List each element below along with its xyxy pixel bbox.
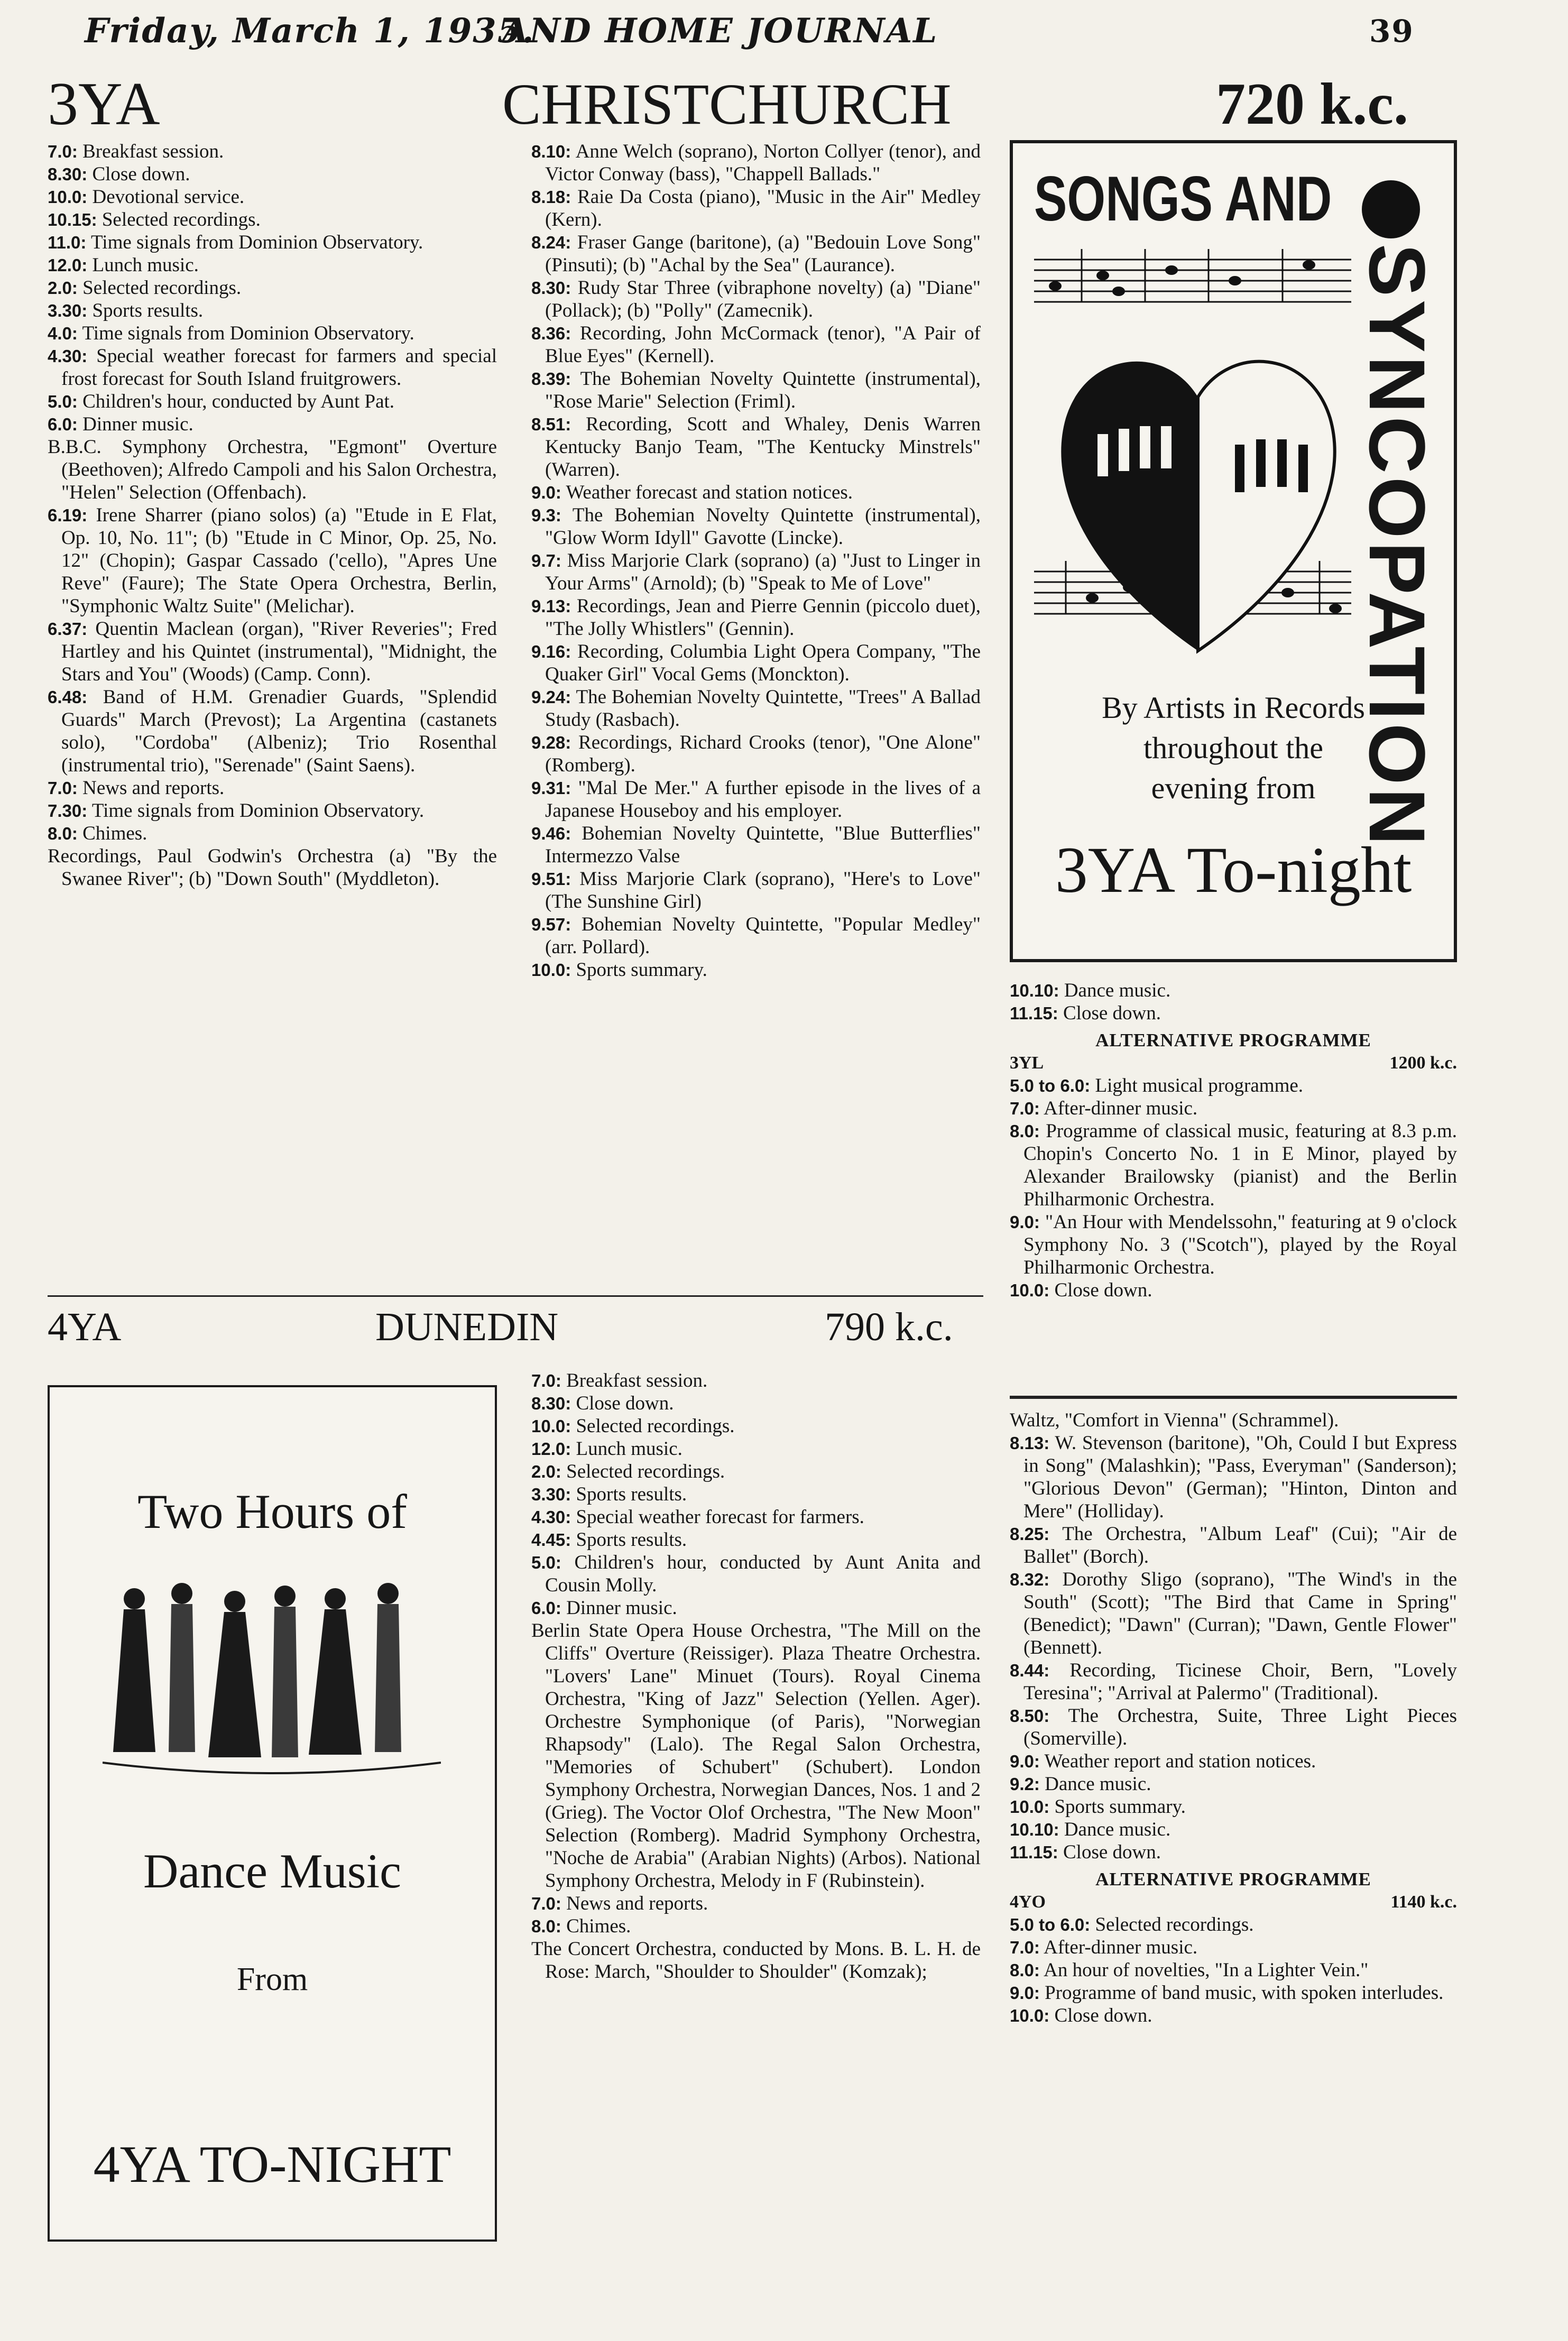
programme-entry xyxy=(48,322,497,345)
entry-time: 9.24: xyxy=(531,687,571,707)
3ya-schedule-column-1 xyxy=(48,140,497,890)
programme-entry xyxy=(1010,1568,1457,1659)
entry-time: 10.0: xyxy=(531,1416,571,1436)
entry-description: W. Stevenson (baritone), "Oh, Could I but Express in Song" (Malashkin); "Pass, Everyman" (Sanderson); "Glorious Devon" (German); "Hinton, Dinton and Mere" (Holliday). xyxy=(1023,1432,1457,1522)
programme-entry xyxy=(1010,1523,1457,1568)
entry-description: Selected recordings. xyxy=(82,277,242,299)
entry-description: The Orchestra, Suite, Three Light Pieces (Somerville). xyxy=(1023,1705,1457,1749)
entry-description: Recording, Scott and Whaley, Denis Warren Kentucky Banjo Team, "The Kentucky Minstrels" (Warren). xyxy=(545,413,981,481)
entry-time: 8.32: xyxy=(1010,1570,1050,1589)
programme-entry xyxy=(48,413,497,436)
entry-description: After-dinner music. xyxy=(1044,1098,1198,1119)
entry-description: Sports results. xyxy=(92,300,204,321)
entry-description: Time signals from Dominion Observatory. xyxy=(91,232,423,253)
entry-time: 3.30: xyxy=(531,1485,571,1504)
entry-time: 10.0: xyxy=(1010,2006,1050,2025)
programme-entry xyxy=(48,163,497,186)
programme-entry xyxy=(531,140,981,186)
programme-entry xyxy=(531,640,981,686)
entry-description: The Bohemian Novelty Quintette, "Trees" A Ballad Study (Rasbach). xyxy=(545,686,981,731)
programme-entry xyxy=(1010,1097,1457,1120)
programme-entry xyxy=(48,504,497,617)
entry-description: Irene Sharrer (piano solos) (a) "Etude in E Flat, Op. 10, No. 11"; (b) "Etude in C Minor, Op. 25, No. 12" (Chopin); Gaspar Cassado ('cello), "Apres Une Reve" (Faure); The State Opera Orchestra, Berlin, "Symphonic Waltz Suite" (Melichar). xyxy=(61,504,497,617)
programme-entry xyxy=(1010,1211,1457,1279)
entry-description: Band of H.M. Grenadier Guards, "Splendid Guards" March (Prevost); La Argentina (castanets solo), "Cordoba" (Albeniz); Trio Rosenthal (instrumental trio), "Serenade" (Saint Saens). xyxy=(61,686,497,776)
ad-line-1: Two Hours of xyxy=(137,1485,407,1538)
programme-entry xyxy=(1010,1409,1457,1432)
3ya-schedule-column-2 xyxy=(531,140,981,981)
entry-description: "Mal De Mer." A further episode in the lives of a Japanese Houseboy and his employer. xyxy=(545,777,981,822)
4ya-schedule-column-2 xyxy=(531,1369,981,1983)
piano-heart-illustration xyxy=(1034,244,1362,672)
entry-description: Special weather forecast for farmers and special frost forecast for South Island fruitgrowers. xyxy=(61,345,497,390)
entry-description: Children's hour, conducted by Aunt Pat. xyxy=(82,391,395,412)
entry-time: 11.15: xyxy=(1010,1003,1058,1023)
entry-time: 8.18: xyxy=(531,187,571,207)
entry-description: The Bohemian Novelty Quintette (instrumental), "Rose Marie" Selection (Friml). xyxy=(545,368,981,412)
entry-description: Time signals from Dominion Observatory. xyxy=(82,322,414,344)
alt-station-frequency: 1200 k.c. xyxy=(1389,1053,1457,1073)
entry-time: 5.0: xyxy=(531,1553,561,1572)
ad-line-3: From xyxy=(236,1961,308,1997)
entry-description: Close down. xyxy=(1054,1279,1152,1301)
ad-line-2: throughout the xyxy=(1143,731,1323,765)
section-divider xyxy=(48,1295,983,1297)
ad-tagline: 4YA TO-NIGHT xyxy=(93,2135,451,2193)
entry-time: 9.57: xyxy=(531,915,571,934)
programme-entry xyxy=(531,913,981,958)
programme-entry xyxy=(531,1415,981,1437)
entry-description: Dinner music. xyxy=(566,1597,677,1619)
programme-entry xyxy=(531,1528,981,1551)
entry-description: An hour of novelties, "In a Lighter Vein." xyxy=(1044,1959,1369,1981)
programme-entry xyxy=(48,208,497,231)
bullet-dot-icon xyxy=(1362,180,1420,238)
entry-time: 8.30: xyxy=(531,278,571,298)
programme-entry xyxy=(531,822,981,868)
alternative-programme-heading: ALTERNATIVE PROGRAMME xyxy=(1095,1869,1371,1890)
ad-line-1: By Artists in Records xyxy=(1102,690,1365,725)
entry-description: Special weather forecast for farmers. xyxy=(576,1506,864,1528)
entry-time: 9.2: xyxy=(1010,1774,1040,1794)
programme-entry xyxy=(531,1483,981,1506)
alternative-station-line xyxy=(1010,1891,1457,1913)
programme-entry xyxy=(1010,1704,1457,1750)
entry-time: 9.0: xyxy=(531,483,561,502)
entry-description: Programme of band music, with spoken interludes. xyxy=(1045,1982,1444,2004)
programme-entry xyxy=(1010,1795,1457,1818)
entry-description: Close down. xyxy=(576,1393,674,1414)
entry-description: Dance music. xyxy=(1064,1819,1171,1840)
programme-entry xyxy=(1010,1002,1457,1025)
station-3ya-header xyxy=(48,71,1454,140)
programme-entry xyxy=(1010,1750,1457,1773)
programme-entry xyxy=(531,777,981,822)
entry-time: 10.0: xyxy=(1010,1280,1050,1300)
programme-entry xyxy=(1010,1818,1457,1841)
programme-entry xyxy=(48,231,497,254)
entry-time: 9.0: xyxy=(1010,1212,1040,1232)
entry-time: 9.0: xyxy=(1010,1752,1040,1771)
programme-entry xyxy=(531,1392,981,1415)
entry-time: 6.19: xyxy=(48,505,88,525)
station-city: DUNEDIN xyxy=(375,1305,559,1349)
entry-description: After-dinner music. xyxy=(1044,1937,1198,1958)
programme-entry xyxy=(531,413,981,481)
entry-time: 10.10: xyxy=(1010,981,1059,1000)
entry-description: Selected recordings. xyxy=(102,209,261,231)
entry-description: "An Hour with Mendelssohn," featuring at 9 o'clock Symphony No. 3 ("Scotch"), played by the Royal Philharmonic Orchestra. xyxy=(1023,1211,1457,1278)
programme-entry xyxy=(531,958,981,981)
programme-entry xyxy=(531,1506,981,1528)
entry-description: Weather report and station notices. xyxy=(1044,1750,1316,1772)
page-number: 39 xyxy=(1369,13,1414,49)
programme-entry xyxy=(1010,1432,1457,1523)
entry-time: 7.0: xyxy=(48,142,78,161)
programme-entry xyxy=(531,322,981,367)
entry-description: Breakfast session. xyxy=(566,1370,708,1391)
dancing-couples-illustration xyxy=(103,1578,441,1778)
ad-line-3: evening from xyxy=(1151,771,1316,805)
entry-description: Recording, Columbia Light Opera Company, "The Quaker Girl" Vocal Gems (Monckton). xyxy=(545,641,981,685)
entry-description: Recordings, Richard Crooks (tenor), "One Alone" (Romberg). xyxy=(545,732,981,776)
entry-time: 7.0: xyxy=(48,778,78,798)
entry-time: 2.0: xyxy=(48,278,78,298)
programme-entry xyxy=(531,504,981,549)
programme-entry xyxy=(48,686,497,777)
programme-entry xyxy=(531,186,981,231)
programme-entry xyxy=(531,1551,981,1597)
entry-time: 4.30: xyxy=(531,1507,571,1527)
programme-entry xyxy=(1010,1773,1457,1795)
programme-entry xyxy=(48,822,497,845)
programme-entry xyxy=(531,1938,981,1983)
alternative-programme-heading: ALTERNATIVE PROGRAMME xyxy=(1095,1030,1371,1050)
programme-entry xyxy=(1010,1981,1457,2004)
3ya-schedule-column-3 xyxy=(1010,979,1457,1302)
programme-entry xyxy=(1010,1936,1457,1959)
programme-entry xyxy=(531,1437,981,1460)
ad-tagline: 3YA To-night xyxy=(1055,834,1412,906)
entry-time: 7.30: xyxy=(48,801,88,821)
entry-time: 8.36: xyxy=(531,324,571,343)
entry-time: 8.0: xyxy=(531,1916,561,1936)
programme-entry xyxy=(1010,1959,1457,1981)
entry-time: 10.0: xyxy=(48,187,88,207)
entry-description: Lunch music. xyxy=(92,254,199,276)
programme-entry xyxy=(48,299,497,322)
issue-date: Friday, March 1, 1935. xyxy=(85,11,535,51)
programme-entry xyxy=(1010,979,1457,1002)
entry-time: 10.10: xyxy=(1010,1820,1059,1839)
entry-time: 12.0: xyxy=(531,1439,571,1459)
programme-entry xyxy=(1010,2004,1457,2027)
entry-description: Fraser Gange (baritone), (a) "Bedouin Love Song" (Pinsuti); (b) "Achal by the Sea" (Laurance). xyxy=(545,232,981,276)
entry-description: Recordings, Jean and Pierre Gennin (piccolo duet), "The Jolly Whistlers" (Gennin). xyxy=(545,595,981,640)
ad-headline-syncopation: SYNCOPATION xyxy=(1353,244,1442,849)
entry-description: The Bohemian Novelty Quintette (instrumental), "Glow Worm Idyll" Gavotte (Lincke). xyxy=(545,504,981,549)
programme-entry xyxy=(531,1915,981,1938)
entry-time: 7.0: xyxy=(531,1894,561,1913)
programme-entry xyxy=(531,686,981,731)
programme-entry xyxy=(48,345,497,390)
programme-entry xyxy=(48,254,497,277)
entry-time: 10.15: xyxy=(48,210,97,229)
entry-description: Selected recordings. xyxy=(566,1461,725,1482)
entry-description: Sports results. xyxy=(576,1529,687,1551)
entry-time: 7.0: xyxy=(531,1371,561,1390)
entry-time: 8.51: xyxy=(531,414,571,434)
entry-time: 10.0: xyxy=(531,960,571,980)
entry-time: 8.50: xyxy=(1010,1706,1050,1726)
section-divider-right xyxy=(1010,1396,1457,1399)
programme-entry xyxy=(48,436,497,504)
entry-time: 8.24: xyxy=(531,233,571,252)
programme-entry xyxy=(531,1619,981,1892)
entry-description: Devotional service. xyxy=(92,186,245,208)
programme-entry xyxy=(1010,1120,1458,1211)
programme-entry xyxy=(48,777,497,799)
entry-time: 8.0: xyxy=(1010,1121,1040,1141)
entry-description: Recording, Ticinese Choir, Bern, "Lovely Teresina"; "Arrival at Palermo" (Traditional). xyxy=(1023,1660,1458,1704)
entry-description: The Orchestra, "Album Leaf" (Cui); "Air de Ballet" (Borch). xyxy=(1023,1523,1457,1568)
entry-description: Recording, John McCormack (tenor), "A Pair of Blue Eyes" (Kernell). xyxy=(545,322,981,367)
entry-description: Close down. xyxy=(92,163,190,185)
entry-description: Close down. xyxy=(1063,1002,1161,1024)
entry-description: Dance music. xyxy=(1064,980,1171,1001)
ad-line-2: Dance Music xyxy=(143,1844,401,1898)
programme-entry xyxy=(531,868,981,913)
programme-entry xyxy=(1010,1659,1458,1704)
alt-station-frequency: 1140 k.c. xyxy=(1390,1892,1457,1912)
entry-description: Sports summary. xyxy=(576,959,707,981)
entry-description: Bohemian Novelty Quintette, "Popular Medley" (arr. Pollard). xyxy=(545,914,981,958)
entry-time: 11.0: xyxy=(48,233,87,252)
entry-time: 2.0: xyxy=(531,1462,561,1481)
entry-time: 5.0: xyxy=(48,392,78,411)
programme-entry xyxy=(1010,1913,1457,1936)
entry-description: Time signals from Dominion Observatory. xyxy=(91,800,425,822)
entry-time: 9.31: xyxy=(531,778,571,798)
entry-time: 8.30: xyxy=(531,1394,571,1413)
entry-description: Light musical programme. xyxy=(1095,1075,1304,1096)
4ya-schedule-column-3 xyxy=(1010,1409,1457,2027)
programme-entry xyxy=(1010,1279,1457,1302)
entry-time: 7.0: xyxy=(1010,1099,1040,1118)
entry-time: 9.46: xyxy=(531,824,571,843)
station-frequency: 720 k.c. xyxy=(1216,71,1408,137)
entry-description: Bohemian Novelty Quintette, "Blue Butterflies" Intermezzo Valse xyxy=(545,823,981,867)
entry-time: 3.30: xyxy=(48,301,88,320)
entry-time: 6.0: xyxy=(531,1598,561,1618)
entry-time: 5.0 to 6.0: xyxy=(1010,1076,1091,1095)
programme-entry xyxy=(48,186,497,208)
entry-description: Quentin Maclean (organ), "River Reveries"; Fred Hartley and his Quintet (instrumental), "Midnight, the Stars and You" (Woods) (Camp. Conn). xyxy=(61,618,497,685)
station-4ya-header xyxy=(48,1303,978,1356)
entry-time: 7.0: xyxy=(1010,1938,1040,1957)
entry-time: 4.0: xyxy=(48,324,78,343)
entry-time: 9.28: xyxy=(531,733,571,752)
programme-entry xyxy=(531,277,981,322)
programme-entry xyxy=(1010,1074,1457,1097)
entry-description: B.B.C. Symphony Orchestra, "Egmont" Overture (Beethoven); Alfredo Campoli and his Salon Orchestra, "Helen" Selection (Offenbach). xyxy=(48,436,497,503)
entry-description: Sports summary. xyxy=(1054,1796,1186,1818)
entry-description: Children's hour, conducted by Aunt Anita and Cousin Molly. xyxy=(545,1552,981,1596)
entry-description: Selected recordings. xyxy=(1095,1914,1254,1936)
programme-entry xyxy=(531,1460,981,1483)
entry-time: 9.0: xyxy=(1010,1983,1040,2003)
entry-time: 8.25: xyxy=(1010,1524,1050,1544)
entry-time: 4.30: xyxy=(48,346,88,366)
entry-description: Raie Da Costa (piano), "Music in the Air" Medley (Kern). xyxy=(545,186,981,231)
programme-entry xyxy=(48,277,497,299)
ad-headline-songs: SONGS AND xyxy=(1034,163,1332,234)
programme-entry xyxy=(531,367,981,413)
entry-description: Waltz, "Comfort in Vienna" (Schrammel). xyxy=(1010,1409,1339,1431)
entry-description: Miss Marjorie Clark (soprano) (a) "Just to Linger in Your Arms" (Arnold); (b) "Speak to Me of Love" xyxy=(545,550,981,594)
programme-entry xyxy=(1010,1841,1457,1864)
entry-description: News and reports. xyxy=(566,1893,708,1914)
entry-description: The Concert Orchestra, conducted by Mons. B. L. H. de Rose: March, "Shoulder to Shoulder" (Komzak); xyxy=(531,1938,981,1983)
programme-entry xyxy=(531,1597,981,1619)
programme-entry xyxy=(48,845,497,890)
entry-description: Weather forecast and station notices. xyxy=(566,482,853,503)
station-city: CHRISTCHURCH xyxy=(502,72,952,136)
programme-entry xyxy=(531,731,981,777)
programme-entry xyxy=(48,390,497,413)
entry-description: Sports results. xyxy=(576,1483,687,1505)
programme-entry xyxy=(48,799,497,822)
entry-time: 9.51: xyxy=(531,869,571,889)
entry-time: 6.37: xyxy=(48,619,88,639)
two-hours-dance-music-advert xyxy=(48,1385,497,2242)
entry-description: Dorothy Sligo (soprano), "The Wind's in the South" (Scott); "The Bird that Came in Spring" (Benedict); "Dawn" (Curran); "Dawn, Gentle Flower" (Bennett). xyxy=(1023,1569,1457,1658)
alt-station-call: 4YO xyxy=(1010,1892,1046,1912)
entry-time: 11.15: xyxy=(1010,1842,1058,1862)
programme-entry xyxy=(531,481,981,504)
entry-time: 12.0: xyxy=(48,255,88,275)
entry-time: 9.13: xyxy=(531,596,571,616)
entry-description: Close down. xyxy=(1054,2005,1152,2026)
entry-description: Chimes. xyxy=(566,1915,631,1937)
entry-time: 8.39: xyxy=(531,369,571,389)
entry-time: 9.16: xyxy=(531,642,571,661)
programme-entry xyxy=(531,549,981,595)
entry-time: 8.44: xyxy=(1010,1661,1050,1680)
entry-time: 4.45: xyxy=(531,1530,571,1550)
entry-description: Lunch music. xyxy=(576,1438,682,1460)
programme-entry xyxy=(531,1369,981,1392)
entry-time: 9.3: xyxy=(531,505,561,525)
entry-description: Breakfast session. xyxy=(82,141,224,162)
entry-description: Dance music. xyxy=(1045,1773,1151,1795)
entry-description: Rudy Star Three (vibraphone novelty) (a) "Diane" (Pollack); (b) "Polly" (Zamecnik). xyxy=(545,277,981,321)
programme-entry xyxy=(48,140,497,163)
station-call: 4YA xyxy=(48,1305,122,1349)
entry-time: 8.10: xyxy=(531,142,571,161)
entry-time: 5.0 to 6.0: xyxy=(1010,1915,1091,1934)
entry-time: 8.13: xyxy=(1010,1433,1050,1453)
alt-station-call: 3YL xyxy=(1010,1053,1044,1073)
entry-description: Close down. xyxy=(1063,1841,1161,1863)
entry-description: Recordings, Paul Godwin's Orchestra (a) "By the Swanee River"; (b) "Down South" (Myddleton). xyxy=(48,845,497,890)
programme-entry xyxy=(48,617,497,686)
programme-entry xyxy=(531,231,981,277)
station-frequency: 790 k.c. xyxy=(825,1305,953,1349)
entry-time: 10.0: xyxy=(1010,1797,1050,1817)
programme-entry xyxy=(531,595,981,640)
entry-time: 6.0: xyxy=(48,414,78,434)
entry-description: Miss Marjorie Clark (soprano), "Here's to Love" (The Sunshine Girl) xyxy=(545,868,981,913)
journal-title: AND HOME JOURNAL xyxy=(502,11,938,51)
songs-and-syncopation-advert xyxy=(1010,140,1457,962)
entry-description: Berlin State Opera House Orchestra, "The Mill on the Cliffs" Overture (Reissiger). Plaza Theatre Orchestra. "Lovers' Lane" Minuet (Tours). Royal Cinema Orchestra, "King of Jazz" Selection (Yellen. Ager). Orchestre Symphonique (of Paris), "Norwegian Rhapsody" (Lalo). The Regal Salon Orchestra, "Memories of Schubert" (Schubert). London Symphony Orchestra, Norwegian Dances, Nos. 1 and 2 (Grieg). The Voctor Olof Orchestra, "The New Moon" Selection (Romberg). Madrid Symphony Orchestra, "Noche de Arabia" (Arabian Nights) (Arbos). National Symphony Orchestra, Melody in F (Rubinstein). xyxy=(531,1620,981,1892)
alternative-station-line xyxy=(1010,1052,1457,1074)
entry-description: Selected recordings. xyxy=(576,1415,735,1437)
page-header xyxy=(85,7,1459,58)
entry-time: 6.48: xyxy=(48,687,88,707)
entry-time: 9.7: xyxy=(531,551,561,570)
entry-description: Programme of classical music, featuring at 8.3 p.m. Chopin's Concerto No. 1 in E Minor, played by Alexander Brailowsky (pianist) and the Berlin Philharmonic Orchestra. xyxy=(1023,1120,1458,1210)
entry-description: Dinner music. xyxy=(82,413,193,435)
entry-time: 8.30: xyxy=(48,164,88,184)
entry-description: News and reports. xyxy=(82,777,225,799)
station-call: 3YA xyxy=(48,70,160,138)
entry-time: 8.0: xyxy=(1010,1960,1040,1980)
entry-description: Anne Welch (soprano), Norton Collyer (tenor), and Victor Conway (bass), "Chappell Ballads." xyxy=(545,141,981,185)
programme-entry xyxy=(531,1892,981,1915)
entry-description: Chimes. xyxy=(82,823,147,844)
entry-time: 8.0: xyxy=(48,824,78,843)
